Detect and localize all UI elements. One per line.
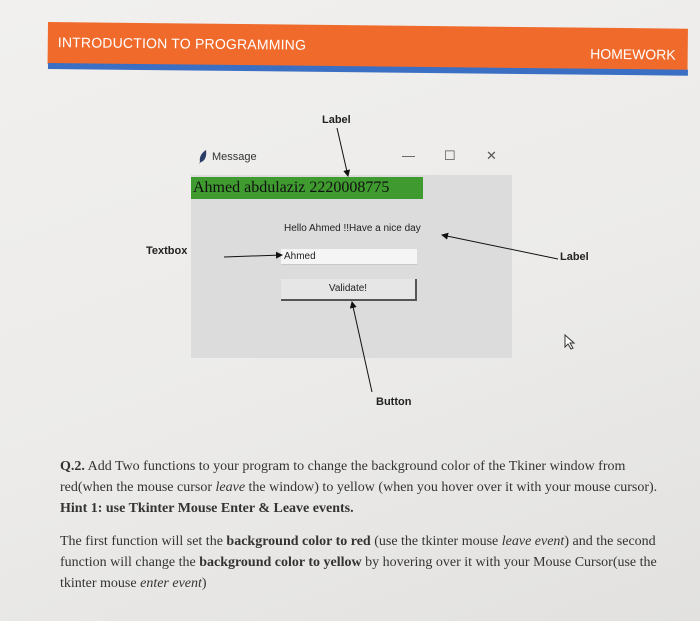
question-paragraph-1 [60, 456, 670, 519]
q2-text-b: the window) to yellow (when you hover over it with your mouse cursor). [245, 480, 658, 495]
q2-leave-word: leave [215, 480, 246, 495]
greeting-label: Hello Ahmed !!Have a nice day [284, 223, 421, 234]
q2-text-a: Add Two functions to your program to change the background color of the Tkiner window from red(when the mouse cursor [60, 459, 626, 495]
name-entry[interactable]: Ahmed [281, 249, 417, 265]
section-label: HOMEWORK [590, 45, 676, 63]
annotation-button: Button [376, 396, 412, 408]
annotation-textbox: Textbox [146, 245, 188, 257]
feather-icon [198, 150, 208, 164]
course-title: INTRODUCTION TO PROGRAMMING [57, 34, 307, 53]
pointer-cursor-icon [563, 334, 577, 350]
annotation-label-right: Label [560, 251, 589, 263]
p2-enter-event: enter event [140, 576, 202, 591]
p2-text-a: The first function will set the [60, 534, 227, 549]
q2-hint: Hint 1: use Tkinter Mouse Enter & Leave events. [60, 501, 354, 516]
close-icon[interactable]: ✕ [486, 148, 497, 163]
validate-button[interactable]: Validate! [281, 279, 417, 301]
p2-bg-yellow: background color to yellow [199, 555, 362, 570]
maximize-icon[interactable]: ☐ [444, 148, 456, 163]
p2-text-b: (use the tkinter mouse [370, 534, 502, 549]
p2-leave-event: leave event [501, 534, 565, 549]
window-title: Message [212, 151, 257, 163]
minimize-icon[interactable]: — [402, 148, 415, 163]
question-paragraph-2 [60, 531, 670, 594]
p2-text-e: ) [201, 576, 207, 591]
p2-text-d: by hovering over it with your Mouse Cursor(use the tkinter mouse [60, 555, 657, 591]
annotation-label-top: Label [322, 114, 351, 126]
question-number: Q.2. [60, 459, 85, 474]
window-titlebar [188, 140, 518, 174]
name-label: Ahmed abdulaziz 2220008775 [191, 177, 423, 199]
p2-bg-red: background color to red [226, 534, 371, 549]
p2-text-c: ) and the second function will change the [60, 534, 656, 570]
window-body [191, 175, 512, 358]
question-text [60, 456, 670, 606]
